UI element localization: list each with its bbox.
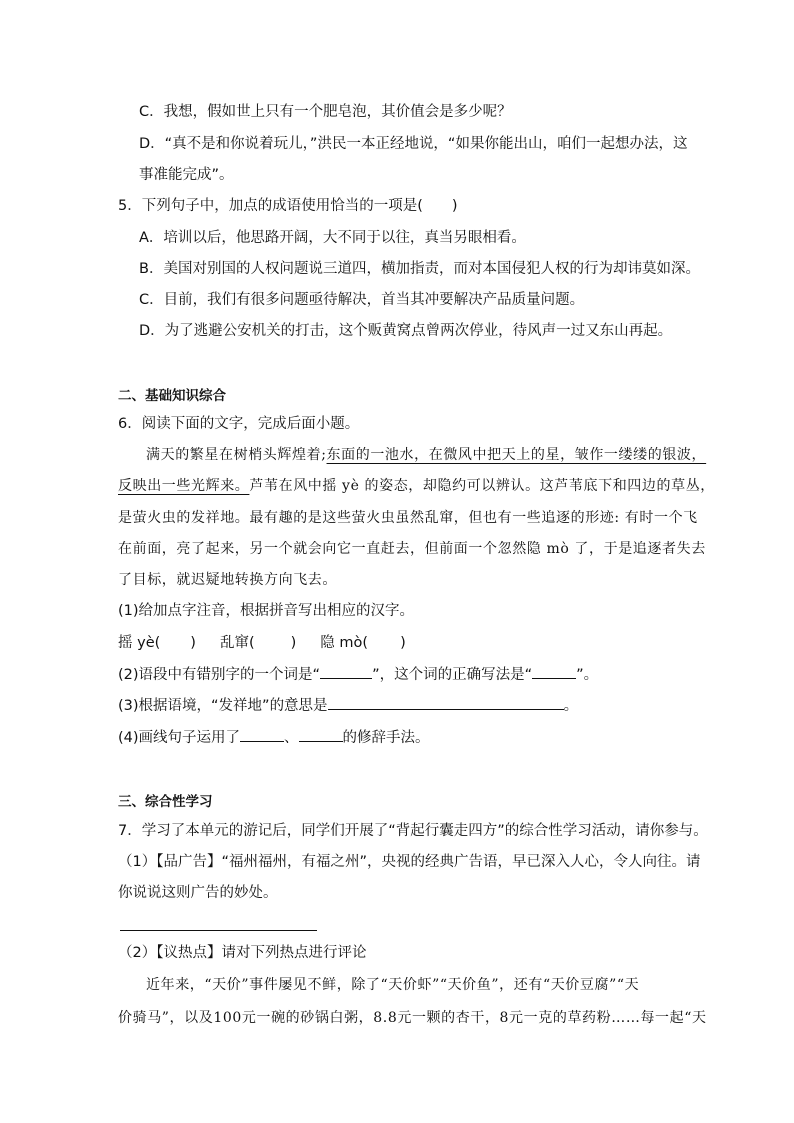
sub2-text: ”，这个词的正确写法是“ — [372, 667, 533, 683]
passage-line-4: 在前面，亮了起来，另一个就会向它一直赶去，但前面一个忽然隐 mò 了，于是追逐者失去 — [118, 541, 706, 557]
q7-part2-text-line1: 近年来，“天价”事件屡见不鲜，除了“天价虾”“天价鱼”，还有“天价豆腐”“天 — [146, 977, 640, 993]
passage-line-3: 是萤火虫的发祥地。最有趣的是这些萤火虫虽然乱窜，但也有一些追逐的形迹: 有时一个飞 — [118, 510, 698, 526]
q5-option-c: C．目前，我们有很多问题亟待解决，首当其冲要解决产品质量问题。 — [139, 292, 585, 308]
passage-text: 芦苇在风中摇 yè 的姿态，却隐约可以辨认。这芦苇底下和四边的草丛， — [249, 478, 715, 494]
fill-close: ) — [290, 635, 297, 651]
q4-option-c: C．我想，假如世上只有一个肥皂泡，其价值会是多少呢？ — [139, 104, 512, 120]
q7-part2: （2）【议热点】请对下列热点进行评论 — [118, 945, 367, 961]
fill-label-ye: 摇 yè( — [118, 635, 161, 651]
q4-option-d-line2: 事准能完成”。 — [139, 167, 234, 183]
q6-stem: 6．阅读下面的文字，完成后面小题。 — [118, 416, 360, 432]
section-3-title: 三、综合性学习 — [118, 794, 213, 810]
passage-line-2 — [118, 476, 715, 496]
section-2-title: 二、基础知识综合 — [118, 388, 226, 404]
sub4-text: 、 — [284, 730, 299, 746]
q5-option-b: B．美国对别国的人权问题说三道四，横加指责，而对本国侵犯人权的行为却讳莫如深。 — [139, 261, 700, 277]
sub4-text: (4)画线句子运用了 — [118, 730, 241, 746]
q7-part2-text-line2: 价骑马”，以及100元一碗的砂锅白粥，8.8元一颗的杏干，8元一克的草药粉……每一起“天 — [118, 1010, 707, 1026]
passage-line-1 — [146, 445, 706, 465]
passage-line-5: 了目标，就迟疑地转换方向飞去。 — [118, 572, 337, 588]
fill-label-luancuan: 乱窜( — [219, 635, 255, 651]
q5-option-a: A．培训以后，他思路开阔，大不同于以往，真当另眼相看。 — [139, 230, 526, 246]
q6-sub1-fill — [118, 633, 406, 653]
q7-part1-line1: （1）【品广告】“福州福州，有福之州”，央视的经典广告语，早已深入人心，令人向往。请 — [118, 854, 701, 870]
fill-label-mo: 隐 mò( — [320, 635, 369, 651]
answer-blank[interactable] — [320, 664, 372, 679]
q7-part1-line2: 你说说这则广告的妙处。 — [118, 885, 278, 901]
answer-blank[interactable] — [328, 695, 564, 710]
q4-option-d-line1: D．“真不是和你说着玩儿，”洪民一本正经地说，“如果你能出山，咱们一起想办法，这 — [139, 136, 688, 152]
sub4-text: 的修辞手法。 — [342, 730, 430, 746]
passage-text: 满天的繁星在树梢头辉煌着; — [146, 447, 327, 463]
underlined-sentence: 东面的一池水，在微风中把天上的星，皱作一缕缕的银波， — [326, 447, 707, 463]
q5-stem: 5．下列句子中，加点的成语使用恰当的一项是( ) — [118, 198, 458, 214]
fill-close: ) — [400, 635, 406, 651]
q7-stem: 7．学习了本单元的游记后，同学们开展了“背起行囊走四方”的综合性学习活动，请你参与。 — [118, 823, 708, 839]
answer-blank[interactable] — [240, 727, 284, 742]
q5-option-d: D．为了逃避公安机关的打击，这个贩黄窝点曾两次停业，待风声一过又东山再起。 — [139, 323, 673, 339]
answer-blank[interactable] — [299, 727, 343, 742]
sub3-text: 。 — [563, 698, 579, 714]
answer-line[interactable] — [120, 930, 317, 931]
sub3-text: (3)根据语境，“发祥地”的意思是 — [118, 698, 328, 714]
q6-sub2 — [118, 664, 598, 685]
fill-close: ) — [190, 635, 196, 651]
sub2-text: ”。 — [576, 667, 599, 683]
sub2-text: (2)语段中有错别字的一个词是“ — [118, 667, 321, 683]
underlined-sentence: 反映出一些光辉来。 — [118, 478, 250, 494]
q6-sub4 — [118, 727, 430, 748]
q6-sub3 — [118, 695, 578, 716]
q6-sub1: (1)给加点字注音，根据拼音写出相应的汉字。 — [118, 603, 415, 619]
answer-blank[interactable] — [532, 664, 576, 679]
